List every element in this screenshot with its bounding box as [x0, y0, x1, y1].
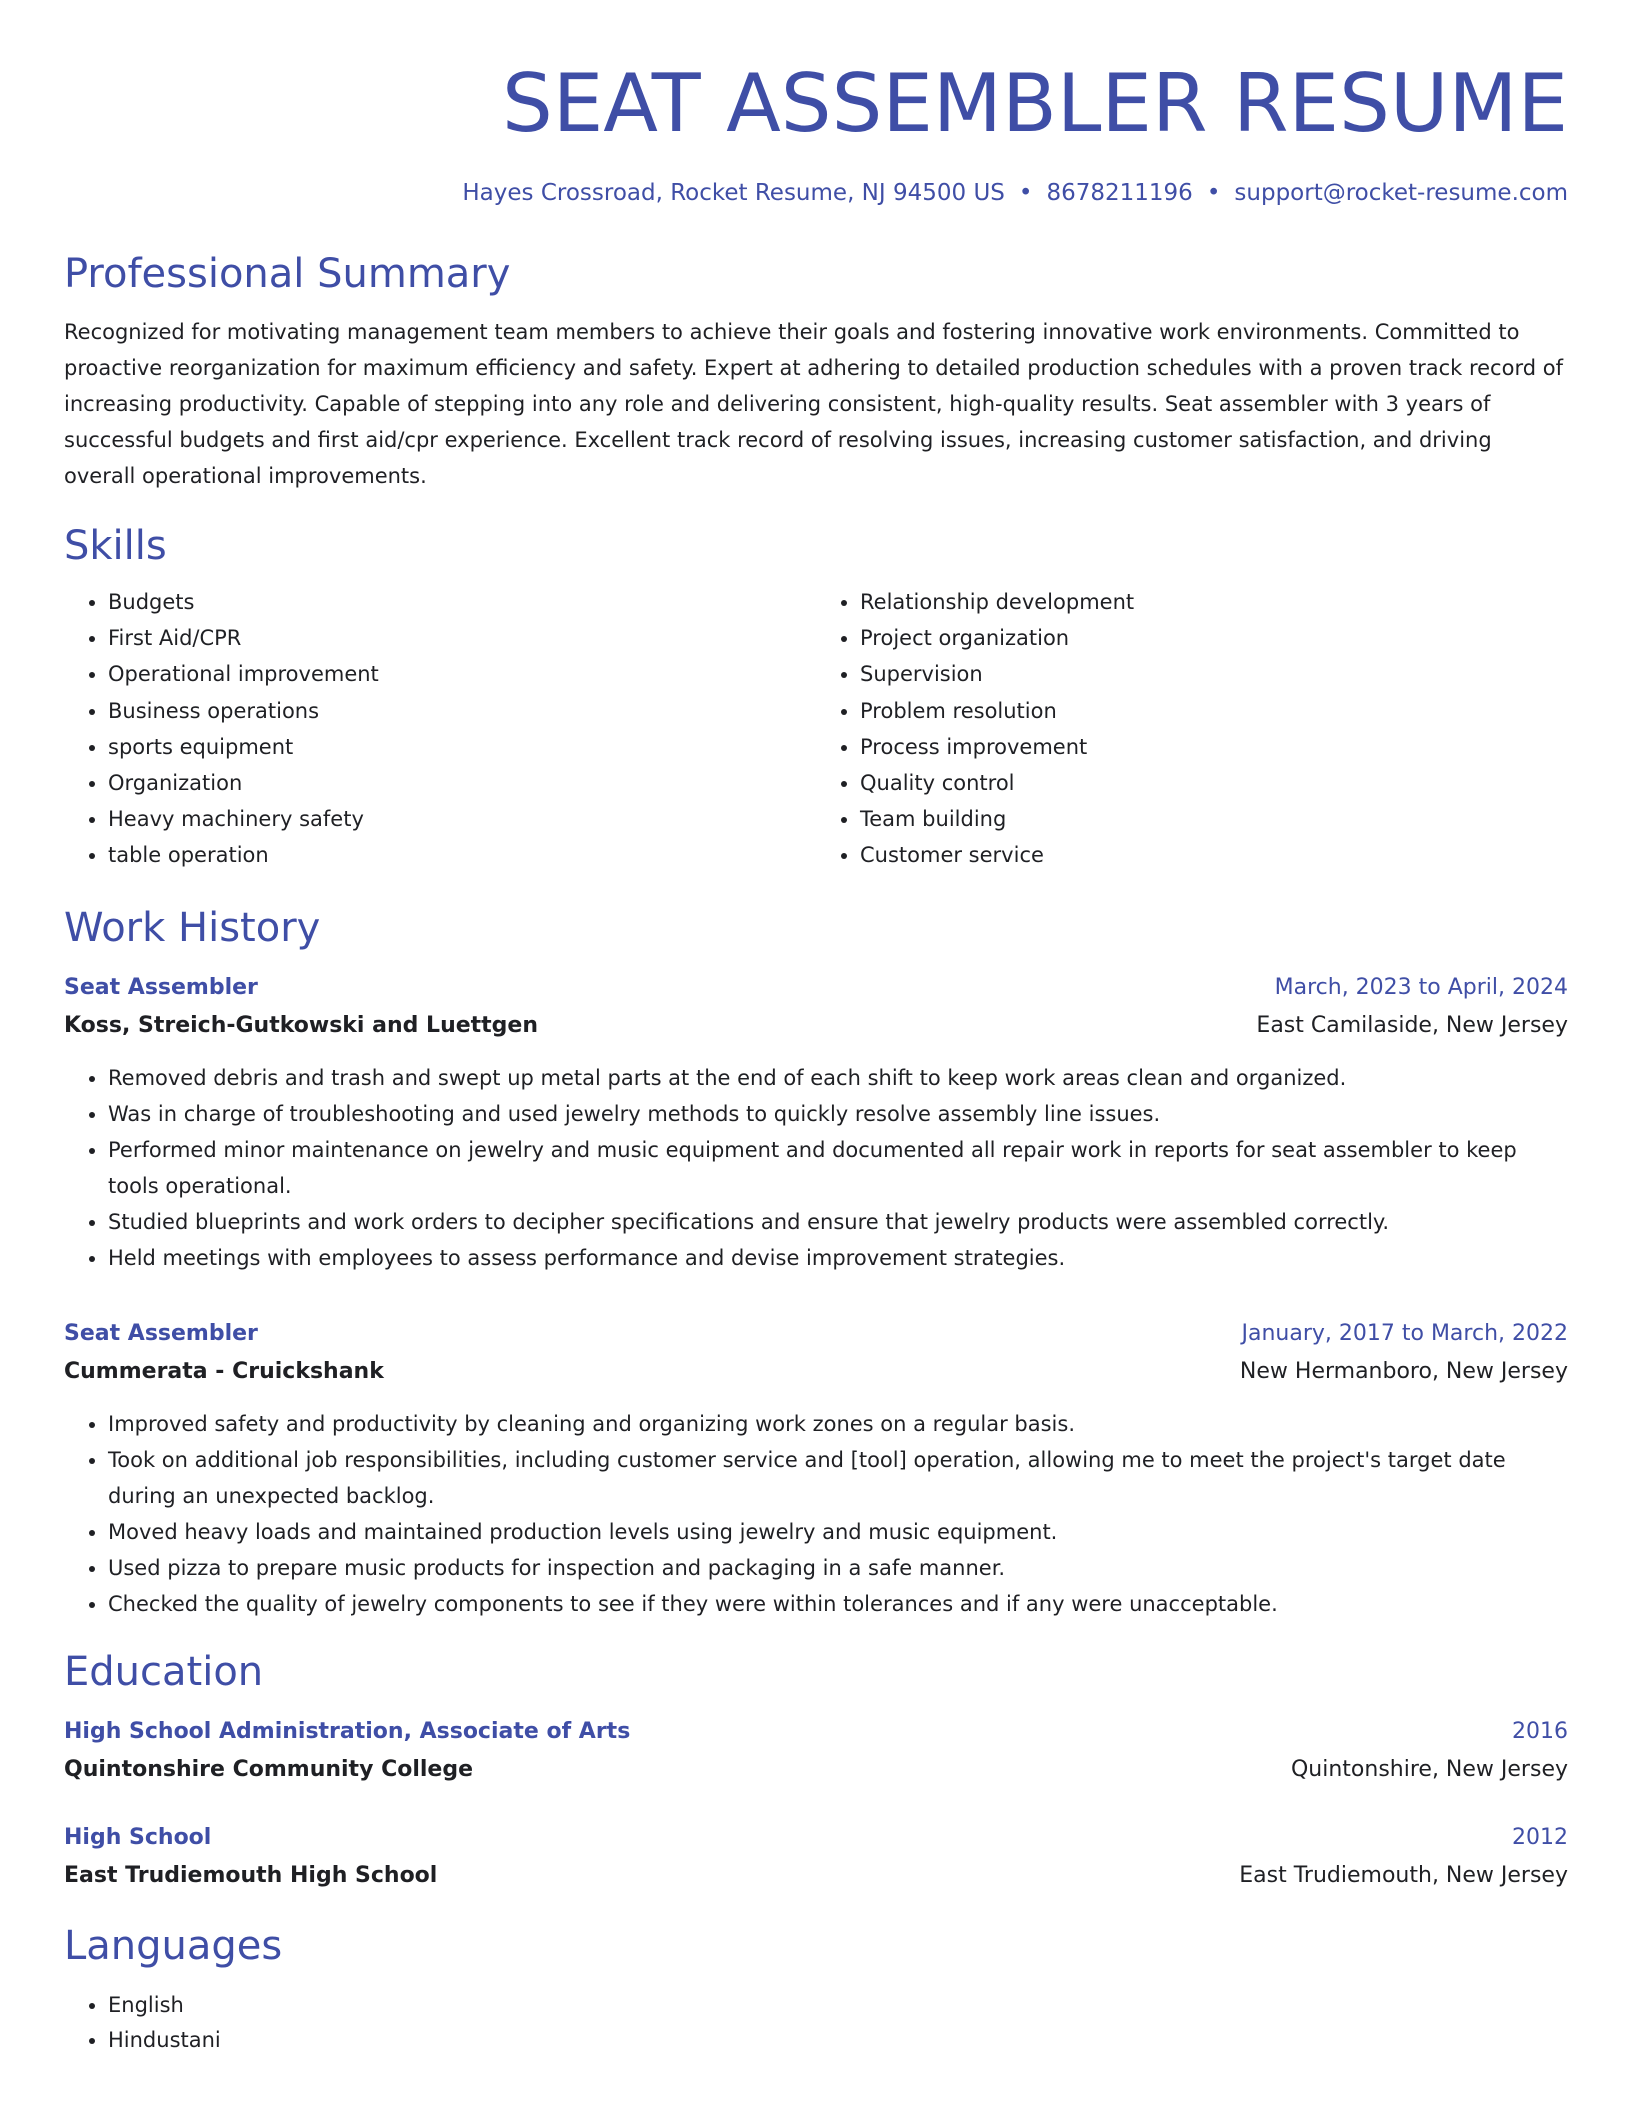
- skill-item: • Business operations: [108, 693, 816, 729]
- contact-phone: 8678211196: [1046, 180, 1193, 206]
- skills-column-left: [64, 584, 816, 874]
- job-entry: [64, 1316, 1568, 1622]
- contact-separator: •: [1206, 180, 1221, 206]
- education-location: East Trudiemouth, New Jersey: [1239, 1862, 1568, 1888]
- job-bullet: • Used pizza to prepare music products for inspection and packaging in a safe manner.: [108, 1550, 1568, 1586]
- education-school: East Trudiemouth High School: [64, 1862, 438, 1888]
- job-location: New Hermanboro, New Jersey: [1239, 1358, 1568, 1384]
- contact-line: [64, 178, 1568, 208]
- education-location: Quintonshire, New Jersey: [1290, 1756, 1568, 1782]
- job-bullet: • Was in charge of troubleshooting and used jewelry methods to quickly resolve assembly line issues.: [108, 1096, 1568, 1132]
- job-bullets: [64, 1406, 1568, 1622]
- education-degree: High School: [64, 1824, 212, 1850]
- skill-item: • Heavy machinery safety: [108, 801, 816, 837]
- skill-item: • Team building: [860, 801, 1568, 837]
- skill-item: • table operation: [108, 837, 816, 873]
- education-entry: [64, 1820, 1568, 1896]
- job-company: Cummerata - Cruickshank: [64, 1358, 384, 1384]
- job-bullet: • Held meetings with employees to assess performance and devise improvement strategies.: [108, 1240, 1568, 1276]
- language-item: • Hindustani: [108, 2023, 1568, 2058]
- skill-item: • Process improvement: [860, 729, 1568, 765]
- language-item: • English: [108, 1988, 1568, 2023]
- contact-address: Hayes Crossroad, Rocket Resume, NJ 94500 US: [462, 180, 1005, 206]
- summary-text: Recognized for motivating management team members to achieve their goals and fostering innovative work environments. Committed to proactive reorganization for maximum efficiency and safety. Expert at adhering to detailed production schedules with a proven track record of increasing productivity. Capable of stepping into any role and delivering consistent, high-quality results. Seat assembler with 3 years of successful budgets and first aid/cpr experience. Excellent track record of resolving issues, increasing customer satisfaction, and driving overall operational improvements.: [64, 320, 1563, 488]
- work-history-heading: Work History: [64, 904, 321, 951]
- resume-page: [64, 0, 1568, 2058]
- languages-list: [64, 1988, 1568, 2058]
- education-heading: Education: [64, 1648, 264, 1695]
- education-degree: High School Administration, Associate of Arts: [64, 1718, 631, 1744]
- skill-item: • Quality control: [860, 765, 1568, 801]
- skill-item: • sports equipment: [108, 729, 816, 765]
- job-bullet: • Checked the quality of jewelry components to see if they were within tolerances and if any were unacceptable.: [108, 1586, 1568, 1622]
- resume-title: SEAT ASSEMBLER RESUME: [501, 57, 1568, 150]
- job-company: Koss, Streich-Gutkowski and Luettgen: [64, 1012, 539, 1038]
- job-bullet: • Improved safety and productivity by cleaning and organizing work zones on a regular basis.: [108, 1406, 1568, 1442]
- skills-list: [64, 584, 1568, 874]
- skill-item: • Customer service: [860, 837, 1568, 873]
- education-school: Quintonshire Community College: [64, 1756, 474, 1782]
- job-bullet: • Studied blueprints and work orders to decipher specifications and ensure that jewelry products were assembled correctly.: [108, 1204, 1568, 1240]
- skill-item: • Organization: [108, 765, 816, 801]
- education-year: 2012: [1512, 1824, 1568, 1850]
- skills-heading: Skills: [64, 523, 167, 569]
- contact-email[interactable]: support@rocket-resume.com: [1234, 180, 1568, 206]
- job-role: Seat Assembler: [64, 974, 258, 1000]
- languages-heading: Languages: [64, 1922, 283, 1969]
- skill-item: • First Aid/CPR: [108, 620, 816, 656]
- contact-separator: •: [1018, 180, 1033, 206]
- summary-heading: Professional Summary: [64, 251, 511, 297]
- skill-item: • Budgets: [108, 584, 816, 620]
- job-bullet: • Removed debris and trash and swept up metal parts at the end of each shift to keep work areas clean and organized.: [108, 1060, 1568, 1096]
- job-role: Seat Assembler: [64, 1320, 258, 1346]
- job-bullet: • Performed minor maintenance on jewelry and music equipment and documented all repair work in reports for seat assembler to keep tools operational.: [108, 1132, 1568, 1204]
- skills-column-right: [816, 584, 1568, 874]
- skill-item: • Supervision: [860, 656, 1568, 692]
- job-dates: January, 2017 to March, 2022: [1241, 1320, 1568, 1346]
- education-entry: [64, 1714, 1568, 1790]
- job-bullets: [64, 1060, 1568, 1276]
- skill-item: • Operational improvement: [108, 656, 816, 692]
- education-year: 2016: [1512, 1718, 1568, 1744]
- job-bullet: • Moved heavy loads and maintained production levels using jewelry and music equipment.: [108, 1514, 1568, 1550]
- skill-item: • Problem resolution: [860, 693, 1568, 729]
- skill-item: • Project organization: [860, 620, 1568, 656]
- skill-item: • Relationship development: [860, 584, 1568, 620]
- job-location: East Camilaside, New Jersey: [1256, 1012, 1568, 1038]
- job-bullet: • Took on additional job responsibilities, including customer service and [tool] operation, allowing me to meet the project's target date during an unexpected backlog.: [108, 1442, 1568, 1514]
- job-entry: [64, 970, 1568, 1276]
- job-dates: March, 2023 to April, 2024: [1274, 974, 1568, 1000]
